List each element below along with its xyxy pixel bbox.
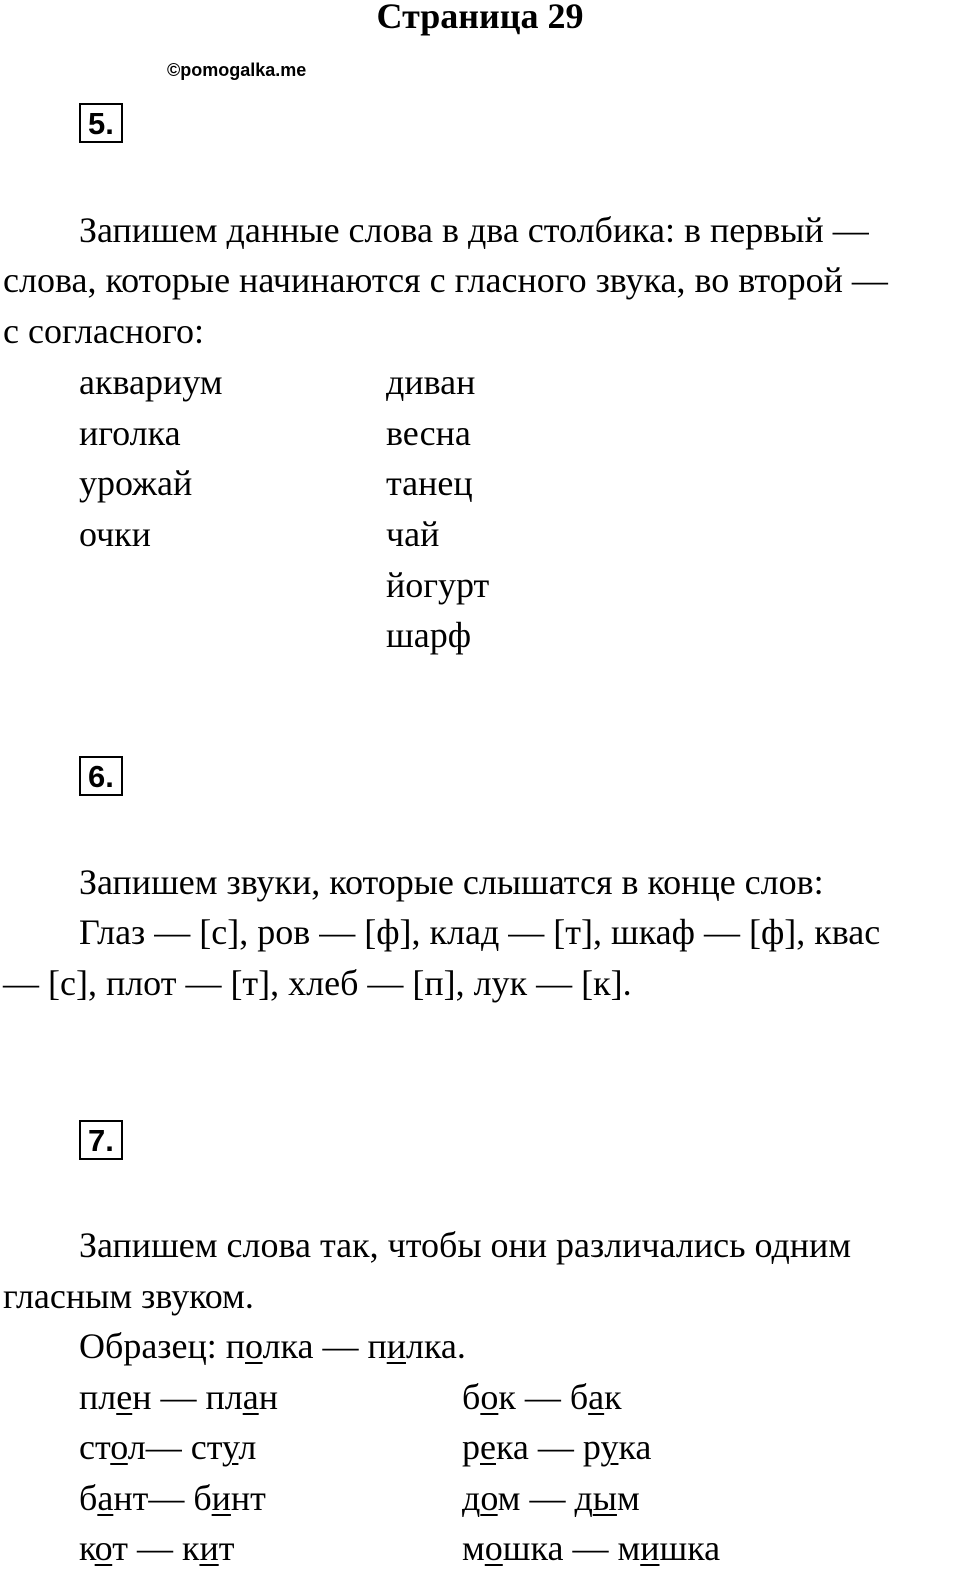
vowel-word: иголка — [79, 413, 181, 453]
word-pair: дом — дым — [462, 1478, 640, 1518]
underlined-vowel: о — [480, 1478, 498, 1518]
task-6-line: — [с], плот — [т], хлеб — [п], лук — [к]. — [3, 963, 632, 1003]
page-title: Страница 29 — [376, 0, 584, 36]
underlined-vowel: о — [245, 1326, 263, 1366]
task-6-number: 6. — [79, 756, 123, 796]
consonant-word: танец — [386, 463, 473, 503]
underlined-vowel: о — [480, 1377, 499, 1417]
vowel-word: аквариум — [79, 362, 223, 402]
task-5-intro-line: слова, которые начинаются с гласного звука, во второй — — [3, 260, 888, 300]
word-pair: мошка — мишка — [462, 1528, 721, 1568]
task-5-intro-line: с согласного: — [3, 311, 204, 351]
underlined-vowel: и — [386, 1326, 406, 1366]
word-pair: кот — кит — [79, 1528, 235, 1568]
underlined-vowel: о — [484, 1528, 503, 1568]
underlined-vowel: ы — [592, 1478, 617, 1518]
word-pair: бок — бак — [462, 1377, 622, 1417]
consonant-word: чай — [386, 514, 440, 554]
task-6-intro: Запишем звуки, которые слышатся в конце слов: — [79, 862, 824, 902]
consonant-word: диван — [386, 362, 476, 402]
consonant-word: шарф — [386, 615, 472, 655]
word-pair: река — рука — [462, 1427, 652, 1467]
consonant-word: весна — [386, 413, 471, 453]
underlined-vowel: у — [600, 1427, 619, 1467]
underlined-vowel: е — [116, 1377, 133, 1417]
vowel-word: урожай — [79, 463, 193, 503]
underlined-vowel: а — [242, 1377, 259, 1417]
task-5-number: 5. — [79, 103, 123, 143]
sample-label: Образец: — [79, 1326, 217, 1366]
word-pair: стол— стул — [79, 1427, 257, 1467]
word-pair: плен — план — [79, 1377, 278, 1417]
underlined-vowel: а — [588, 1377, 605, 1417]
underlined-vowel: и — [640, 1528, 660, 1568]
sample-line: Образец: полка — пилка. — [79, 1326, 466, 1366]
underlined-vowel: и — [199, 1528, 219, 1568]
task-5-intro-line: Запишем данные слова в два столбика: в первый — — [79, 210, 869, 250]
underlined-vowel: и — [211, 1478, 231, 1518]
task-7-intro-line: гласным звуком. — [3, 1276, 254, 1316]
watermark: ©pomogalka.me — [167, 60, 307, 80]
underlined-vowel: а — [97, 1478, 114, 1518]
consonant-word: йогурт — [386, 565, 490, 605]
task-7-intro-line: Запишем слова так, чтобы они различались одним — [79, 1225, 852, 1265]
underlined-vowel: о — [110, 1427, 128, 1467]
vowel-word: очки — [79, 514, 151, 554]
underlined-vowel: е — [480, 1427, 496, 1467]
underlined-vowel: о — [94, 1528, 113, 1568]
underlined-vowel: у — [222, 1427, 239, 1467]
word-pair: бант— бинт — [79, 1478, 266, 1518]
task-6-line: Глаз — [с], ров — [ф], клад — [т], шкаф — [ф], квас — [79, 912, 881, 952]
task-7-number: 7. — [79, 1120, 123, 1160]
